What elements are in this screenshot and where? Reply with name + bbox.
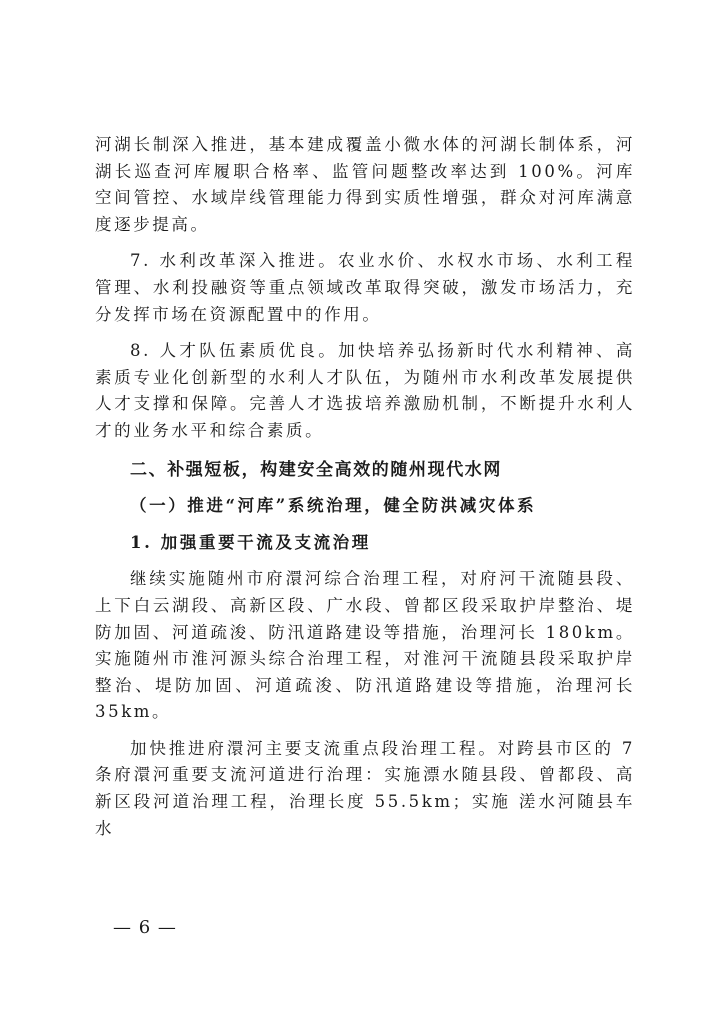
- paragraph-fuhuan-main-river: 继续实施随州市府澴河综合治理工程，对府河干流随县段、上下白云湖段、高新区段、广水段、曾都区段采取护岸整治、堤防加固、河道疏浚、防汛道路建设等措施，治理河长 180km。实施随州市淮河源头综合治理工程，对淮河干流随县段采取护岸整治、堤防加固、河道疏浚、防汛道路建设等措施，治理河长 35km。: [95, 569, 635, 722]
- paragraph-river-chief-system: 河湖长制深入推进，基本建成覆盖小微水体的河湖长制体系，河湖长巡查河库履职合格率、监管问题整改率达到 100%。河库空间管控、水域岸线管理能力得到实质性增强，群众对河库满意度逐步提高。: [95, 135, 635, 234]
- item-heading: 1. 加强重要干流及支流治理: [130, 532, 371, 552]
- document-body: [95, 132, 635, 842]
- paragraph-talent-team: 8. 人才队伍素质优良。加快培养弘扬新时代水利精神、高素质专业化创新型的水利人才队伍，为随州市水利改革发展提供人才支撑和保障。完善人才选拔培养激励机制，不断提升水利人才的业务水平和综合素质。: [95, 341, 635, 440]
- subsection-heading: （一）推进“河库”系统治理，健全防洪减灾体系: [130, 496, 537, 516]
- section-heading: 二、补强短板，构建安全高效的随州现代水网: [130, 459, 502, 480]
- page-number: — 6 —: [113, 917, 177, 938]
- paragraph-water-reform: 7. 水利改革深入推进。农业水价、水权水市场、水利工程管理、水利投融资等重点领域改革取得突破，激发市场活力，充分发挥市场在资源配置中的作用。: [95, 251, 635, 324]
- paragraph-fuhuan-tributaries: 加快推进府澴河主要支流重点段治理工程。对跨县市区的 7 条府澴河重要支流河道进行治理：实施漂水随县段、曾都段、高新区段河道治理工程，治理长度 55.5km；实施 溠水河随县车水: [95, 738, 635, 838]
